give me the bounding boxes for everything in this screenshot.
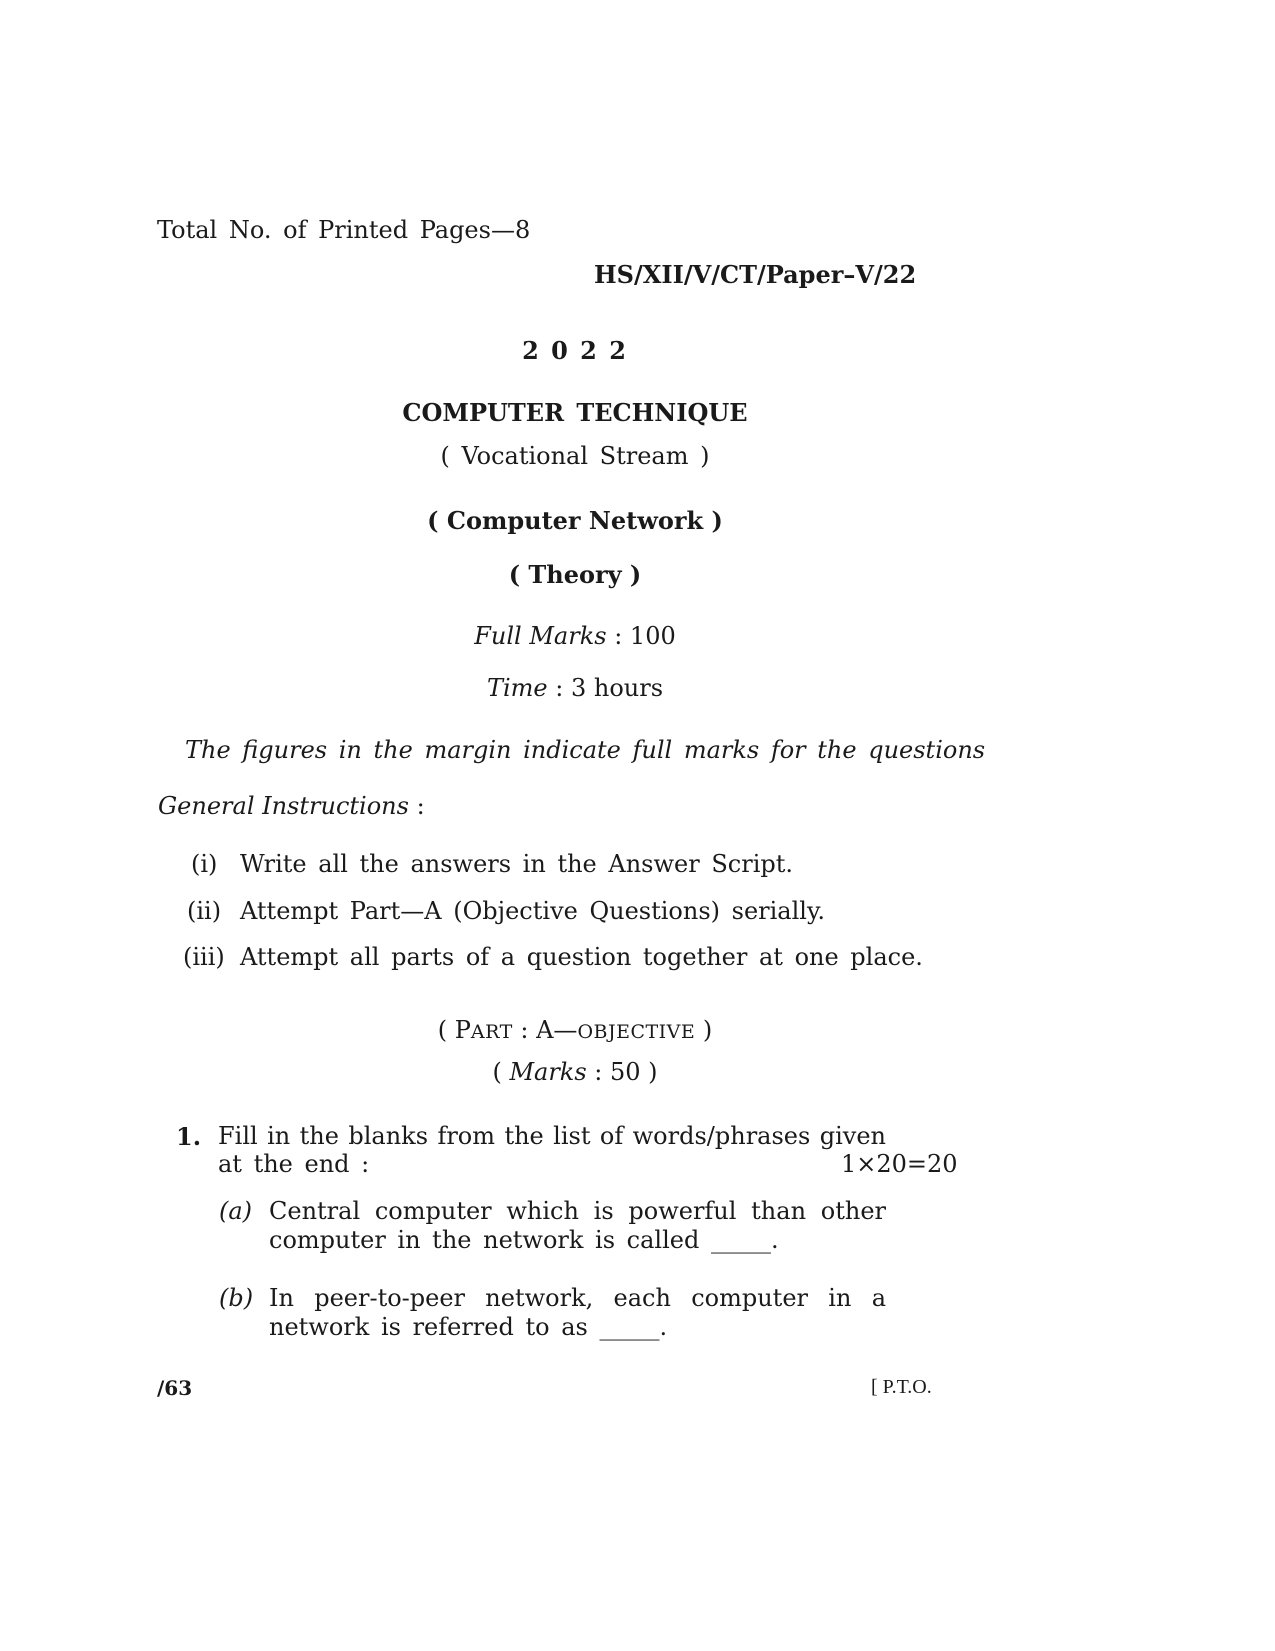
printed-pages-note: Total No. of Printed Pages—8	[157, 216, 531, 244]
instruction-text: Write all the answers in the Answer Script.	[240, 850, 793, 878]
full-marks-label: Full Marks	[474, 622, 607, 650]
part-a-heading	[0, 1016, 1150, 1044]
stream-title: ( Vocational Stream )	[440, 442, 710, 470]
subquestion-label: (b)	[219, 1284, 254, 1312]
paper-code: HS/XII/V/CT/Paper–V/22	[594, 260, 917, 289]
margin-note: The figures in the margin indicate full marks for the questions	[185, 736, 986, 764]
time-sep: :	[547, 674, 571, 702]
subquestion-line: network is referred to as _____.	[269, 1313, 668, 1341]
question-line: Fill in the blanks from the list of words/phrases given	[218, 1122, 886, 1150]
full-marks-sep: :	[606, 622, 630, 650]
footer-code: /63	[157, 1376, 193, 1400]
part-a-art: ART	[470, 1021, 513, 1043]
subquestion-line: computer in the network is called _____.	[269, 1226, 779, 1254]
time-label: Time	[486, 674, 548, 702]
footer-pto: [ P.T.O.	[871, 1376, 932, 1398]
instruction-text: Attempt Part—A (Objective Questions) serially.	[240, 897, 825, 925]
instructions-heading	[158, 792, 425, 820]
full-marks-value: 100	[629, 622, 676, 650]
question-marks: 1×20=20	[841, 1150, 958, 1178]
part-a-p: P	[454, 1016, 471, 1044]
instruction-num: (i)	[191, 850, 218, 878]
theory-title: ( Theory )	[508, 560, 642, 589]
subject-title: COMPUTER TECHNIQUE	[402, 398, 748, 427]
part-a-marks-value: : 50 )	[586, 1058, 658, 1086]
part-a-open: (	[437, 1016, 455, 1044]
time-value: 3 hours	[570, 674, 664, 702]
part-a-sep: : A—	[512, 1016, 578, 1044]
part-a-marks-label: Marks	[509, 1058, 587, 1086]
exam-year: 2 0 2 2	[522, 336, 628, 365]
instructions-heading-sep: :	[408, 792, 425, 820]
part-a-close: )	[695, 1016, 713, 1044]
paper-title: ( Computer Network )	[427, 506, 723, 535]
instruction-text: Attempt all parts of a question together at one place.	[240, 943, 923, 971]
subquestion-line: Central computer which is powerful than other	[269, 1197, 886, 1225]
question-line: at the end :	[218, 1150, 370, 1178]
instruction-num: (iii)	[183, 943, 225, 971]
subquestion-line: In peer-to-peer network, each computer in a	[269, 1284, 886, 1312]
instruction-num: (ii)	[187, 897, 222, 925]
subquestion-label: (a)	[219, 1197, 253, 1225]
part-a-objective: OBJECTIVE	[577, 1021, 696, 1043]
time-allowed	[0, 674, 1150, 702]
question-number: 1.	[176, 1122, 202, 1151]
instructions-heading-label: General Instructions	[158, 792, 409, 820]
part-a-marks	[0, 1058, 1150, 1086]
part-a-marks-open: (	[492, 1058, 510, 1086]
full-marks	[0, 622, 1150, 650]
